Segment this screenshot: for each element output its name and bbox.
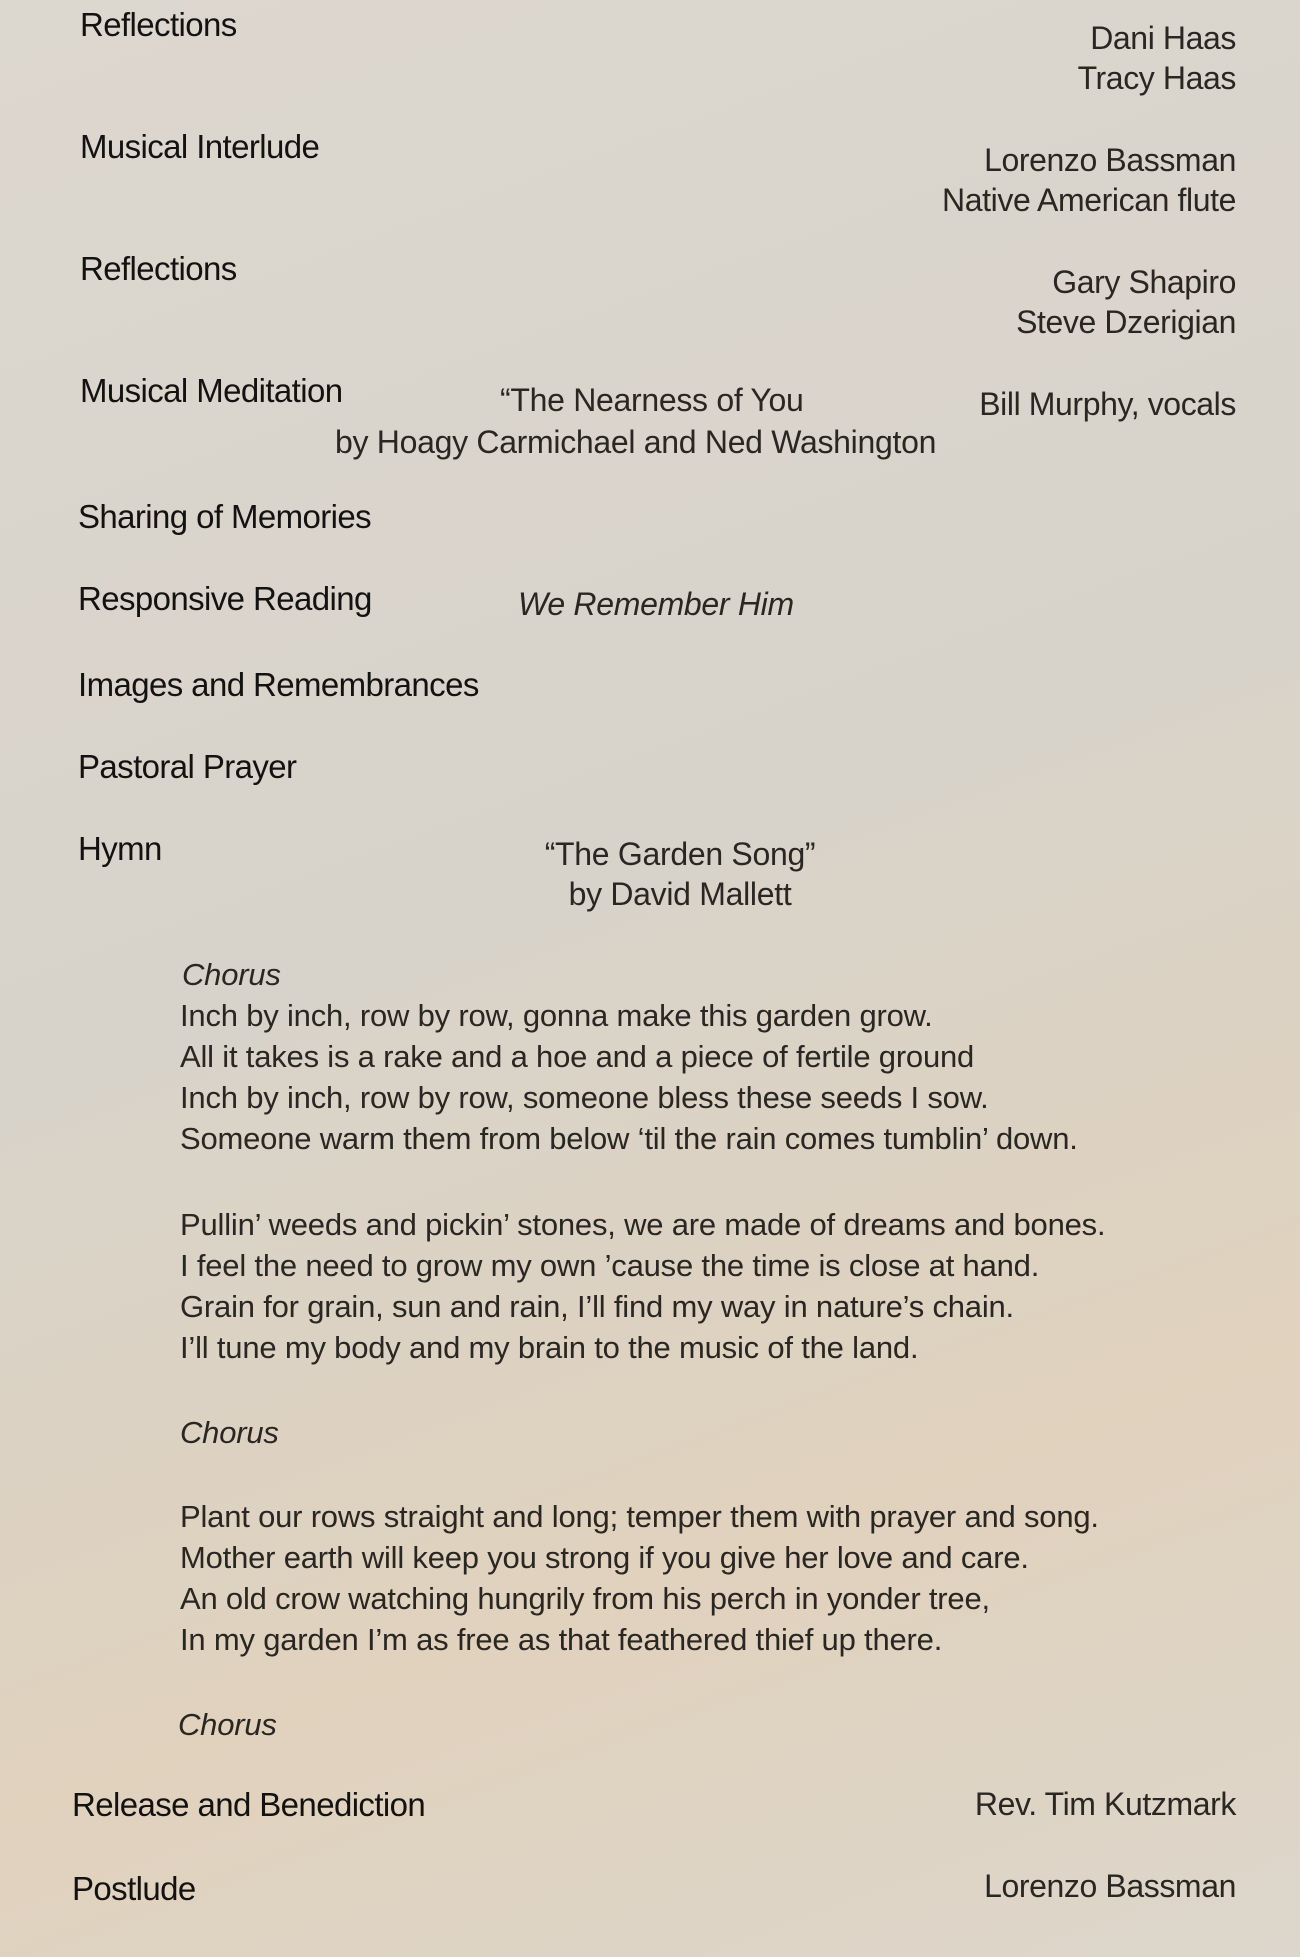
chorus-heading: Chorus [182,957,281,992]
item-name-rev-tim-kutzmark: Rev. Tim Kutzmark [974,1786,1236,1822]
chorus-repeat-2: Chorus [178,1707,277,1742]
lyric-line: I’ll tune my body and my brain to the music of the land. [180,1330,919,1365]
item-label-sharing-of-memories: Sharing of Memories [78,498,372,535]
verse-2-stanza [180,1496,1099,1660]
reading-title: We Remember Him [518,586,794,622]
item-name-lorenzo-bassman: Lorenzo Bassman [984,142,1236,178]
hymn-title: “The Garden Song” [544,836,816,872]
lyric-line: Plant our rows straight and long; temper them with prayer and song. [180,1499,1099,1534]
chorus-repeat-1: Chorus [180,1415,279,1450]
lyric-line: Mother earth will keep you strong if you give her love and care. [180,1540,1029,1575]
lyric-line: Grain for grain, sun and rain, I’ll find my way in nature’s chain. [180,1289,1014,1324]
item-name-lorenzo-bassman-postlude: Lorenzo Bassman [984,1868,1236,1904]
item-label-reflections-1: Reflections [80,6,237,43]
lyric-line: Inch by inch, row by row, someone bless these seeds I sow. [180,1080,989,1115]
hymn-credit: by David Mallett [568,876,792,912]
lyric-line: Pullin’ weeds and pickin’ stones, we are made of dreams and bones. [180,1207,1106,1242]
lyric-line: Someone warm them from below ‘til the rain comes tumblin’ down. [180,1121,1078,1156]
song-title-nearness-of-you: “The Nearness of You [500,382,804,418]
item-name-tracy-haas: Tracy Haas [1077,60,1236,96]
item-name-dani-haas: Dani Haas [1090,20,1236,56]
lyric-line: Inch by inch, row by row, gonna make this garden grow. [180,998,933,1033]
item-label-images-and-remembrances: Images and Remembrances [78,666,479,703]
lyric-line: In my garden I’m as free as that feathered thief up there. [180,1622,943,1657]
lyric-line: I feel the need to grow my own ’cause the time is close at hand. [180,1248,1040,1283]
item-name-native-american-flute: Native American flute [942,182,1236,218]
item-name-gary-shapiro: Gary Shapiro [1052,264,1236,300]
item-label-responsive-reading: Responsive Reading [78,580,372,617]
item-name-steve-dzerigian: Steve Dzerigian [1016,304,1236,340]
verse-1-stanza [180,1204,1105,1368]
item-label-reflections-2: Reflections [80,250,237,287]
item-label-hymn: Hymn [78,830,162,867]
item-label-musical-meditation: Musical Meditation [80,372,343,409]
song-credit-carmichael-washington: by Hoagy Carmichael and Ned Washington [335,424,937,460]
item-label-postlude: Postlude [72,1870,196,1907]
lyric-line: All it takes is a rake and a hoe and a piece of fertile ground [180,1039,975,1074]
item-label-musical-interlude: Musical Interlude [80,128,320,165]
item-label-release-and-benediction: Release and Benediction [72,1786,426,1823]
item-label-pastoral-prayer: Pastoral Prayer [78,748,297,785]
performer-bill-murphy: Bill Murphy, vocals [979,386,1236,422]
chorus-stanza [180,995,1078,1159]
lyric-line: An old crow watching hungrily from his perch in yonder tree, [180,1581,990,1616]
